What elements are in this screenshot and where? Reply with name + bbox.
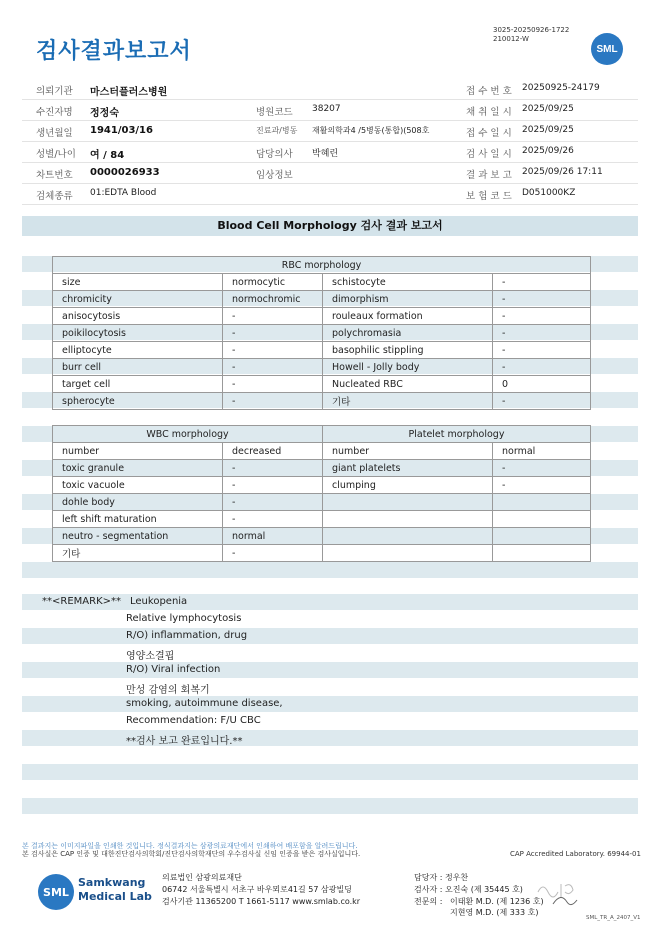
lab-logo: SML xyxy=(38,874,74,910)
info-value: 박혜린 xyxy=(312,149,339,159)
info-label: 차트번호 xyxy=(36,170,73,181)
lab-org: 의료법인 삼광의료재단 xyxy=(162,873,242,882)
platelet-result: normal xyxy=(493,443,591,460)
cap-accreditation: CAP Accredited Laboratory. 69944-01 xyxy=(510,850,641,858)
platelet-item xyxy=(323,545,493,562)
info-value: 마스터플러스병원 xyxy=(90,87,168,98)
platelet-item xyxy=(323,494,493,511)
info-value: 2025/09/26 17:11 xyxy=(522,167,603,177)
wbc-platelet-row xyxy=(53,460,591,477)
platelet-result xyxy=(493,511,591,528)
remark-label: **<REMARK>** xyxy=(42,596,121,607)
info-row xyxy=(22,142,638,163)
platelet-result xyxy=(493,545,591,562)
rbc-item: basophilic stippling xyxy=(323,342,493,359)
rbc-item: anisocytosis xyxy=(53,308,223,325)
info-label: 접 수 번 호 xyxy=(466,86,512,97)
info-label: 수진자명 xyxy=(36,107,73,118)
footer-note-2: 본 검사실은 CAP 인증 및 대한진단검사의학회/진단검사의학재단의 우수검사실 신임 인증을 받은 검사실입니다. xyxy=(22,850,361,858)
tester: 검사자 : 오진숙 (제 35445 호) xyxy=(414,885,523,894)
info-row xyxy=(22,184,638,205)
platelet-item: clumping xyxy=(323,477,493,494)
info-value: 0000026933 xyxy=(90,167,160,178)
info-row xyxy=(22,79,638,100)
wbc-item: toxic granule xyxy=(53,460,223,477)
wbc-header: WBC morphology xyxy=(53,426,323,443)
rbc-item: burr cell xyxy=(53,359,223,376)
rbc-result: - xyxy=(223,342,323,359)
platelet-item: number xyxy=(323,443,493,460)
stripe xyxy=(22,730,638,746)
wbc-result: decreased xyxy=(223,443,323,460)
info-label: 성별/나이 xyxy=(36,149,76,160)
rbc-header-row xyxy=(53,257,591,274)
rbc-item: chromicity xyxy=(53,291,223,308)
info-label: 검 사 일 시 xyxy=(466,149,512,160)
signature-image xyxy=(535,878,585,912)
rbc-item: size xyxy=(53,274,223,291)
info-label: 진료과/병동 xyxy=(256,126,298,135)
rbc-result: - xyxy=(493,291,591,308)
specialist-label: 전문의 : xyxy=(414,897,443,906)
rbc-item: 기타 xyxy=(323,393,493,410)
rbc-row xyxy=(53,342,591,359)
wbc-result: - xyxy=(223,477,323,494)
rbc-result: - xyxy=(223,393,323,410)
platelet-result: - xyxy=(493,477,591,494)
remark-line: Relative lymphocytosis xyxy=(126,613,242,624)
remark-line: Recommendation: F/U CBC xyxy=(126,715,261,726)
section-title: Blood Cell Morphology 검사 결과 보고서 xyxy=(22,216,638,236)
rbc-result: normocytic xyxy=(223,274,323,291)
remark-line: Leukopenia xyxy=(130,596,188,607)
rbc-row xyxy=(53,308,591,325)
rbc-row xyxy=(53,274,591,291)
rbc-result: normochromic xyxy=(223,291,323,308)
info-value: 38207 xyxy=(312,104,341,114)
wbc-item: number xyxy=(53,443,223,460)
info-value: 정정숙 xyxy=(90,108,119,119)
person-in-charge: 담당자 : 정우찬 xyxy=(414,873,469,882)
remark-line: smoking, autoimmune disease, xyxy=(126,698,283,709)
stripe xyxy=(22,628,638,644)
rbc-item: polychromasia xyxy=(323,325,493,342)
info-value: 재활의학과4 /5병동(통합)(508호 xyxy=(312,126,430,135)
wbc-item: toxic vacuole xyxy=(53,477,223,494)
stripe xyxy=(22,562,638,578)
remark-line: 만성 감염의 회복기 xyxy=(126,685,210,696)
remark-line: R/O) inflammation, drug xyxy=(126,630,248,641)
rbc-row xyxy=(53,359,591,376)
platelet-result: - xyxy=(493,460,591,477)
platelet-item xyxy=(323,528,493,545)
info-value: 2025/09/26 xyxy=(522,146,574,156)
wbc-platelet-row xyxy=(53,494,591,511)
lab-address: 06742 서울특별시 서초구 바우뫼로41길 57 삼광빌딩 xyxy=(162,885,352,894)
rbc-item: spherocyte xyxy=(53,393,223,410)
rbc-result: - xyxy=(223,376,323,393)
rbc-item: Nucleated RBC xyxy=(323,376,493,393)
lab-contact: 검사기관 11365200 T 1661-5117 www.smlab.co.kr xyxy=(162,897,361,906)
info-label: 검체종류 xyxy=(36,191,73,202)
platelet-item: giant platelets xyxy=(323,460,493,477)
info-label: 담당의사 xyxy=(256,149,293,160)
rbc-result: 0 xyxy=(493,376,591,393)
wbc-header-row xyxy=(53,426,591,443)
rbc-morphology-table xyxy=(52,256,591,410)
info-value: 2025/09/25 xyxy=(522,104,574,114)
info-label: 채 취 일 시 xyxy=(466,107,512,118)
platelet-result xyxy=(493,528,591,545)
wbc-platelet-row xyxy=(53,545,591,562)
wbc-platelet-row xyxy=(53,511,591,528)
rbc-item: rouleaux formation xyxy=(323,308,493,325)
remark-line: **검사 보고 완료입니다.** xyxy=(126,736,243,747)
info-label: 생년월일 xyxy=(36,128,73,139)
rbc-item: Howell - Jolly body xyxy=(323,359,493,376)
wbc-result: - xyxy=(223,494,323,511)
sml-logo: SML xyxy=(591,33,623,65)
info-row xyxy=(22,163,638,184)
info-label: 결 과 보 고 xyxy=(466,170,512,181)
wbc-result: normal xyxy=(223,528,323,545)
info-label: 임상정보 xyxy=(256,170,293,181)
lab-name-line-2: Medical Lab xyxy=(78,890,152,903)
specialist-2: 지현영 M.D. (제 333 호) xyxy=(450,908,539,917)
rbc-row xyxy=(53,291,591,308)
form-code: SML_TR_A_2407_V1 xyxy=(586,915,641,921)
rbc-item: schistocyte xyxy=(323,274,493,291)
info-value: 01:EDTA Blood xyxy=(90,188,157,198)
rbc-result: - xyxy=(493,342,591,359)
info-value: D051000KZ xyxy=(522,188,576,198)
info-row xyxy=(22,121,638,142)
remark-line: R/O) Viral infection xyxy=(126,664,221,675)
info-label: 의뢰기관 xyxy=(36,86,73,97)
wbc-platelet-row xyxy=(53,528,591,545)
rbc-item: elliptocyte xyxy=(53,342,223,359)
rbc-row xyxy=(53,325,591,342)
lab-name-line-1: Samkwang xyxy=(78,876,146,889)
wbc-result: - xyxy=(223,511,323,528)
stripe xyxy=(22,798,638,814)
wbc-item: dohle body xyxy=(53,494,223,511)
platelet-item xyxy=(323,511,493,528)
rbc-result: - xyxy=(493,308,591,325)
stripe xyxy=(22,696,638,712)
info-label: 보 험 코 드 xyxy=(466,191,512,202)
wbc-result: - xyxy=(223,460,323,477)
info-label: 병원코드 xyxy=(256,107,293,118)
rbc-item: dimorphism xyxy=(323,291,493,308)
rbc-row xyxy=(53,393,591,410)
wbc-result: - xyxy=(223,545,323,562)
document-number-line-2: 210012-W xyxy=(493,35,529,43)
platelet-header: Platelet morphology xyxy=(323,426,591,443)
remark-line: 영양소결핍 xyxy=(126,651,175,662)
rbc-result: - xyxy=(493,393,591,410)
wbc-platelet-row xyxy=(53,477,591,494)
wbc-item: 기타 xyxy=(53,545,223,562)
rbc-row xyxy=(53,376,591,393)
rbc-header: RBC morphology xyxy=(53,257,591,274)
lab-name xyxy=(78,876,152,904)
info-value: 여 / 84 xyxy=(90,150,125,161)
info-value: 1941/03/16 xyxy=(90,125,153,136)
rbc-result: - xyxy=(223,308,323,325)
rbc-result: - xyxy=(223,359,323,376)
rbc-result: - xyxy=(493,325,591,342)
wbc-item: left shift maturation xyxy=(53,511,223,528)
info-label: 접 수 일 시 xyxy=(466,128,512,139)
rbc-result: - xyxy=(493,359,591,376)
specialist-1: 이태환 M.D. (제 1236 호) xyxy=(450,897,544,906)
stripe xyxy=(22,764,638,780)
info-value: 2025/09/25 xyxy=(522,125,574,135)
stripe xyxy=(22,662,638,678)
wbc-item: neutro - segmentation xyxy=(53,528,223,545)
info-value: 20250925-24179 xyxy=(522,83,600,93)
rbc-result: - xyxy=(223,325,323,342)
report-title: 검사결과보고서 xyxy=(36,39,192,64)
document-number xyxy=(493,26,569,44)
platelet-result xyxy=(493,494,591,511)
info-row xyxy=(22,100,638,121)
document-number-line-1: 3025-20250926-1722 xyxy=(493,26,570,34)
wbc-platelet-table xyxy=(52,425,591,562)
footer-note-1: 본 결과지는 이미지파일을 인쇄한 것입니다. 정식결과지는 삼광의료재단에서 인쇄하여 배포함을 알려드립니다. xyxy=(22,842,358,850)
rbc-item: poikilocytosis xyxy=(53,325,223,342)
wbc-platelet-row xyxy=(53,443,591,460)
rbc-item: target cell xyxy=(53,376,223,393)
rbc-result: - xyxy=(493,274,591,291)
